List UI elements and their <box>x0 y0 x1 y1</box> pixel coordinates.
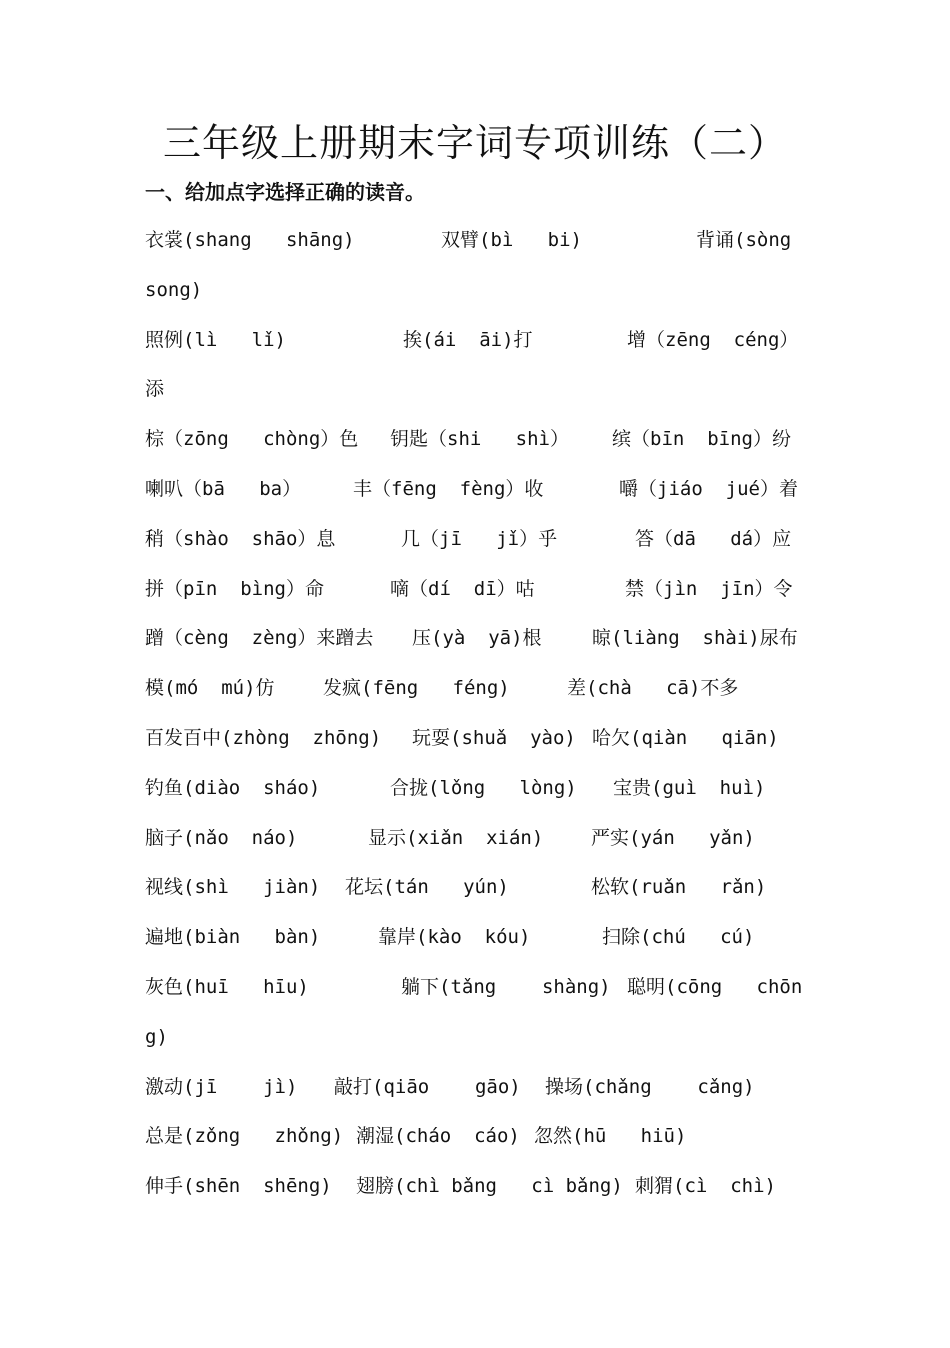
exercise-line <box>145 620 815 670</box>
page-title: 三年级上册期末字词专项训练（二） <box>162 121 787 165</box>
exercise-item: 灰色(huī hīu) <box>145 975 309 998</box>
exercise-item: 视线(shì jiàn) <box>145 876 321 899</box>
exercise-item: 答（dā dá）应 <box>635 527 792 550</box>
exercise-item: 几（jī jǐ）乎 <box>401 527 558 550</box>
exercise-item: 缤（bīn bīng）纷 <box>612 428 791 451</box>
exercise-item: 哈欠(qiàn qiān) <box>592 726 779 749</box>
exercise-line <box>145 670 815 720</box>
exercise-item: 靠岸(kào kóu) <box>378 926 531 949</box>
exercise-item: 潮湿(cháo cáo) <box>356 1125 520 1148</box>
exercise-item: 挨(ái āi)打 <box>403 328 533 351</box>
exercise-item: 丰（fēng fèng）收 <box>353 477 544 500</box>
exercise-item: 添 <box>145 378 165 401</box>
exercise-item: 衣裳(shang shāng) <box>145 229 355 251</box>
exercise-item: 钓鱼(diào sháo) <box>145 776 321 799</box>
exercise-line <box>145 820 815 870</box>
exercise-item: 翅膀(chì bǎng cì bǎng) <box>356 1175 623 1198</box>
exercise-line <box>145 919 815 969</box>
exercise-item: 脑子(nǎo náo) <box>145 826 298 849</box>
exercise-item: 宝贵(guì huì) <box>613 776 766 799</box>
exercise-item: 刺猬(cì chì) <box>635 1175 776 1198</box>
exercise-item: 花坛(tán yún) <box>345 876 509 899</box>
exercise-item: 双臂(bì bi) <box>441 229 582 251</box>
exercise-item: 压(yà yā)根 <box>412 627 542 650</box>
exercise-item: 增（zēng céng） <box>627 328 799 351</box>
exercise-item: 钥匙（shi shì） <box>390 428 569 451</box>
exercise-item: 激动(jī jì) <box>145 1075 298 1098</box>
exercise-line <box>145 1168 815 1218</box>
exercise-line <box>145 1118 815 1168</box>
exercise-line <box>145 471 815 521</box>
exercise-item: 蹭（cèng zèng）来蹭去 <box>145 627 374 650</box>
exercise-line <box>145 969 815 1019</box>
exercise-item: 百发百中(zhòng zhōng) <box>145 726 382 749</box>
exercise-body <box>145 222 815 1218</box>
exercise-item: 遍地(biàn bàn) <box>145 926 321 949</box>
exercise-item: 躺下(tǎng shàng) <box>401 975 611 998</box>
exercise-line <box>145 770 815 820</box>
exercise-item: 忽然(hū hiū) <box>534 1125 687 1148</box>
exercise-line <box>145 421 815 471</box>
exercise-item: 严实(yán yǎn) <box>591 826 755 849</box>
exercise-item: 松软(ruǎn rǎn) <box>591 876 767 899</box>
exercise-item: 聪明(cōng chōn <box>627 975 803 998</box>
exercise-item: 背诵(sòng <box>696 229 792 251</box>
exercise-line <box>145 571 815 621</box>
exercise-item: 操场(chǎng cǎng) <box>545 1075 755 1098</box>
exercise-line <box>145 322 815 372</box>
exercise-line <box>145 272 815 322</box>
exercise-item: 喇叭（bā ba） <box>145 477 302 500</box>
exercise-item: 禁（jìn jīn）令 <box>625 577 793 600</box>
exercise-item: 总是(zǒng zhǒng) <box>145 1125 344 1148</box>
section-heading: 一、给加点字选择正确的读音。 <box>145 180 425 204</box>
exercise-item: 差(chà cā)不多 <box>567 677 739 700</box>
exercise-item: 嘀（dí dī）咕 <box>390 577 535 600</box>
exercise-item: 伸手(shēn shēng) <box>145 1175 332 1198</box>
exercise-item: 模(mó mú)仿 <box>145 677 275 700</box>
exercise-line <box>145 869 815 919</box>
exercise-item: 发疯(fēng féng) <box>323 677 510 700</box>
exercise-item: 扫除(chú cú) <box>602 926 755 949</box>
exercise-item: 显示(xiǎn xián) <box>368 826 544 849</box>
exercise-item: 敲打(qiāo gāo) <box>334 1075 521 1098</box>
exercise-item: song) <box>145 278 203 301</box>
exercise-item: 棕（zōng chòng）色 <box>145 428 359 451</box>
exercise-item: 晾(liàng shài)尿布 <box>592 627 798 650</box>
exercise-line <box>145 371 815 421</box>
exercise-line <box>145 720 815 770</box>
exercise-line <box>145 222 815 272</box>
exercise-item: 玩耍(shuǎ yào) <box>412 726 576 749</box>
exercise-line <box>145 521 815 571</box>
exercise-item: g) <box>145 1025 168 1048</box>
exercise-line <box>145 1019 815 1069</box>
exercise-item: 合拢(lǒng lòng) <box>390 776 577 799</box>
exercise-item: 稍（shào shāo）息 <box>145 527 336 550</box>
exercise-item: 照例(lì lǐ) <box>145 328 286 351</box>
exercise-item: 拼（pīn bìng）命 <box>145 577 324 600</box>
exercise-line <box>145 1069 815 1119</box>
exercise-item: 嚼（jiáo jué）着 <box>619 477 798 500</box>
